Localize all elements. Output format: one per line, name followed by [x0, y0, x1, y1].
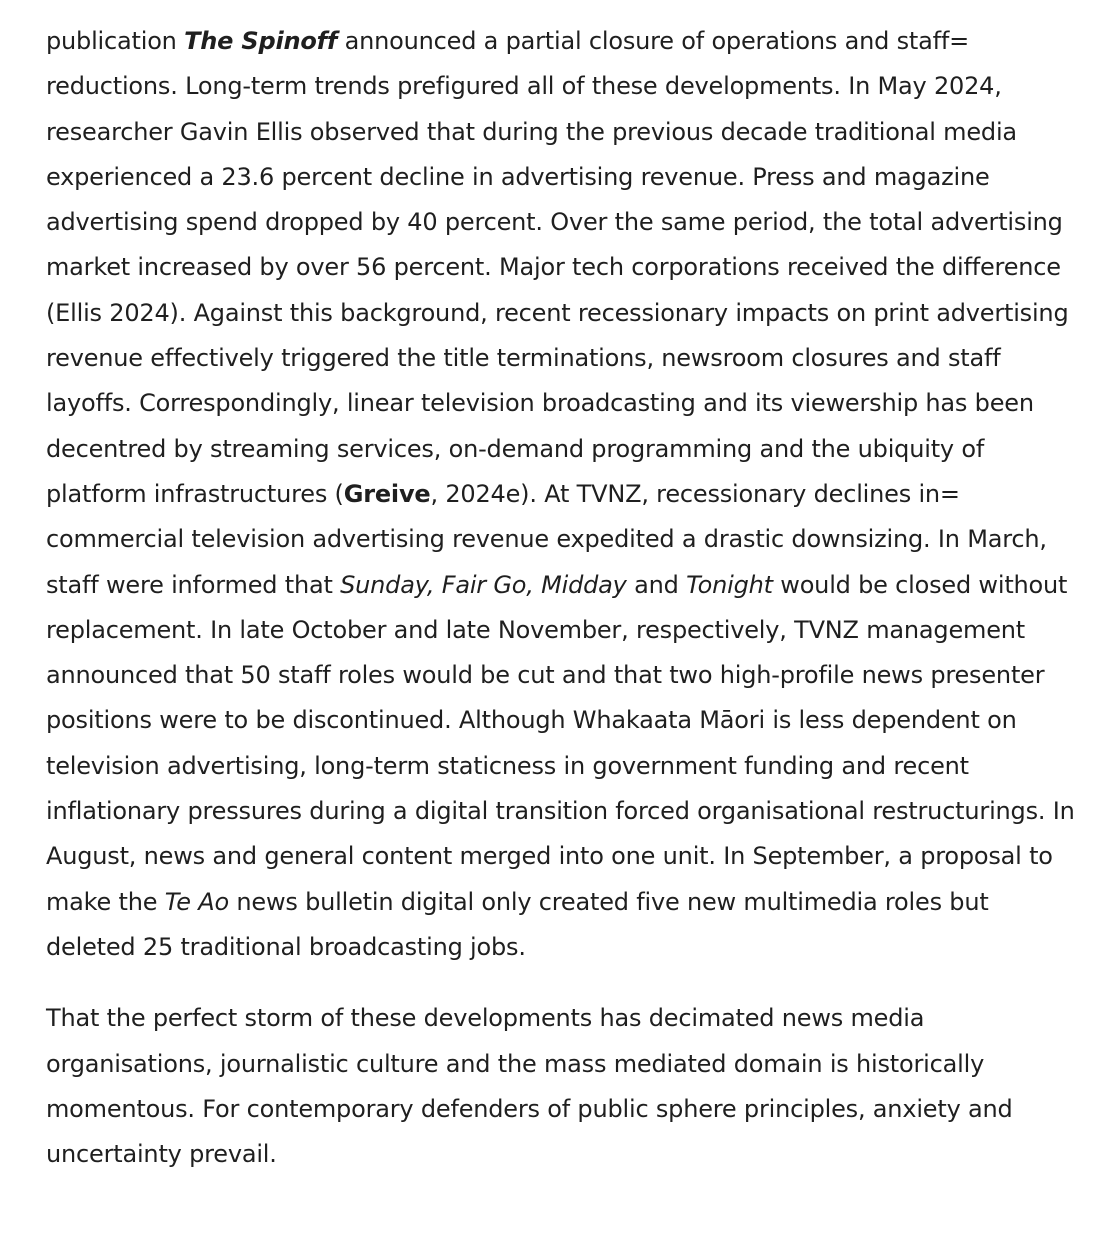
text-run: platform infrastructures ( [46, 479, 344, 508]
text-run: staff were informed that [46, 570, 341, 599]
article-body [46, 19, 1076, 1177]
text-run: deleted 25 traditional broadcasting jobs. [46, 932, 526, 961]
text-line [46, 834, 1076, 879]
text-line [46, 880, 1076, 925]
text-run: commercial television advertising revenue expedited a drastic downsizing. In March, [46, 525, 1047, 554]
text-run: reductions. Long-term trends prefigured all of these developments. In May 2024, [46, 72, 1002, 101]
text-run: organisations, journalistic culture and the mass mediated domain is historically [46, 1049, 985, 1078]
paragraph-1 [46, 19, 1076, 970]
text-run: momentous. For contemporary defenders of public sphere principles, anxiety and [46, 1094, 1013, 1123]
text-run: revenue effectively triggered the title terminations, newsroom closures and staff [46, 344, 1001, 373]
text-run: news bulletin digital only created five new multimedia roles but [228, 887, 989, 916]
text-line [46, 427, 1076, 472]
text-run: advertising spend dropped by 40 percent. Over the same period, the total advertising [46, 208, 1063, 237]
text-run: That the perfect storm of these developments has decimated news media [46, 1004, 925, 1033]
text-line [46, 155, 1076, 200]
text-line [46, 698, 1076, 743]
text-line [46, 744, 1076, 789]
text-line [46, 245, 1076, 290]
text-run: make the [46, 887, 165, 916]
text-run: and [626, 570, 687, 599]
text-run: (Ellis 2024). Against this background, recent recessionary impacts on print advertising [46, 298, 1069, 327]
text-run: August, news and general content merged into one unit. In September, a proposal to [46, 842, 1053, 871]
text-line [46, 1042, 1076, 1087]
text-run: , 2024e). At TVNZ, recessionary declines in= [430, 479, 960, 508]
text-run: announced that 50 staff roles would be cut and that two high-profile news presenter [46, 661, 1045, 690]
text-run: layoffs. Correspondingly, linear television broadcasting and its viewership has been [46, 389, 1034, 418]
text-line [46, 1132, 1076, 1177]
text-line [46, 336, 1076, 381]
text-run: television advertising, long-term staticness in government funding and recent [46, 751, 969, 780]
text-line [46, 64, 1076, 109]
text-line [46, 653, 1076, 698]
text-run: publication [46, 27, 185, 55]
paragraph-2 [46, 996, 1076, 1177]
emphasized-text: Te Ao [164, 887, 229, 916]
text-run: inflationary pressures during a digital transition forced organisational restructurings. In [46, 797, 1075, 826]
text-line [46, 517, 1076, 562]
emphasized-text: Greive [343, 479, 431, 508]
text-line [46, 996, 1076, 1041]
text-run: experienced a 23.6 percent decline in advertising revenue. Press and magazine [46, 162, 990, 191]
text-line [46, 472, 1076, 517]
text-line [46, 200, 1076, 245]
text-run: would be closed without [772, 570, 1068, 599]
text-line [46, 563, 1076, 608]
text-run: market increased by over 56 percent. Major tech corporations received the difference [46, 253, 1061, 282]
text-line [46, 1087, 1076, 1132]
text-line [46, 19, 1076, 64]
text-run: replacement. In late October and late November, respectively, TVNZ management [46, 615, 1025, 644]
text-run: uncertainty prevail. [46, 1140, 277, 1169]
text-line [46, 608, 1076, 653]
text-run: positions were to be discontinued. Although Whakaata Māori is less dependent on [46, 706, 1017, 735]
emphasized-text: The Spinoff [184, 27, 338, 55]
text-line [46, 789, 1076, 834]
emphasized-text: Sunday, Fair Go, Midday [340, 570, 627, 599]
emphasized-text: Tonight [686, 570, 773, 599]
text-line [46, 381, 1076, 426]
text-line [46, 110, 1076, 155]
text-line [46, 925, 1076, 970]
text-run: decentred by streaming services, on-demand programming and the ubiquity of [46, 434, 985, 463]
text-run: announced a partial closure of operations and staff= [337, 27, 970, 55]
text-line [46, 291, 1076, 336]
text-run: researcher Gavin Ellis observed that during the previous decade traditional media [46, 117, 1017, 146]
